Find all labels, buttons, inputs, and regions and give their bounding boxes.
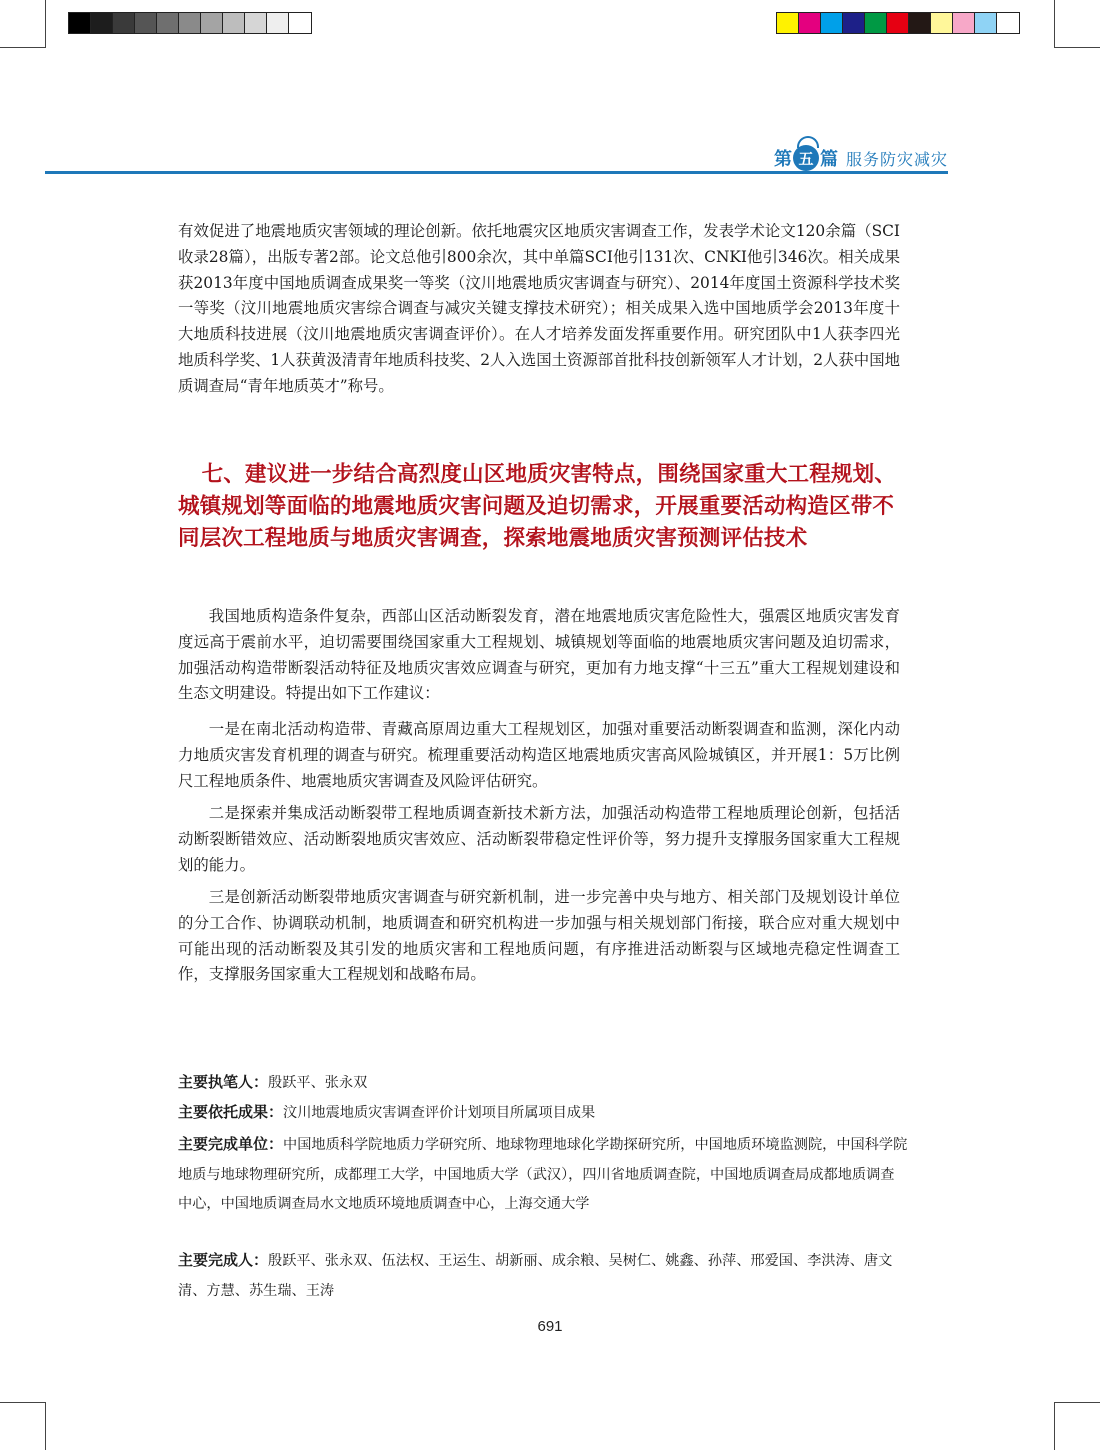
gray-swatch [135, 13, 157, 33]
color-swatch [931, 13, 953, 33]
crop-mark-top-left-v [45, 0, 46, 48]
part-suffix: 篇 [819, 149, 838, 170]
crop-mark-bottom-left-h [0, 1402, 46, 1403]
intro-paragraph: 有效促进了地震地质灾害领域的理论创新。依托地震灾区地质灾害调查工作，发表学术论文120余篇（SCI收录28篇），出版专著2部。论文总他引800余次，其中单篇SCI他引131次、CNKI他引346次。相关成果获2013年度中国地质调查成果奖一等奖（汶川地震地质灾害调查与研究）、2014年度国土资源科学技术奖一等奖（汶川地震地质灾害综合调查与减灾关键支撑技术研究）；相关成果入选中国地质学会2013年度十大地质科技进展（汶川地震地质灾害调查评价）。在人才培养发面发挥重要作用。研究团队中1人获李四光地质科学奖、1人获黄汲清青年地质科技奖、2人入选国土资源部首批科技创新领军人才计划，2人获中国地质调查局“青年地质英才”称号。 [178, 222, 900, 395]
gray-calibration-bar [68, 12, 312, 34]
crop-mark-top-left-h [0, 47, 46, 48]
color-swatch [997, 13, 1019, 33]
color-calibration-bar [776, 12, 1020, 34]
crop-mark-top-right-h [1054, 47, 1100, 48]
color-swatch [799, 13, 821, 33]
crop-mark-bottom-right-v [1054, 1402, 1055, 1450]
part-number-badge: 五 [793, 145, 819, 171]
credit-units-label: 主要完成单位： [178, 1135, 284, 1153]
gray-swatch [245, 13, 267, 33]
crop-mark-bottom-right-h [1054, 1402, 1100, 1403]
color-swatch [821, 13, 843, 33]
header-rule [45, 171, 948, 174]
credit-units [178, 1130, 908, 1220]
body-paragraph: 我国地质构造条件复杂，西部山区活动断裂发育，潜在地震地质灾害危险性大，强震区地质灾害发育度远高于震前水平，迫切需要围绕国家重大工程规划、城镇规划等面临的地震地质灾害问题及迫切需求，加强活动构造带断裂活动特征及地质灾害效应调查与研究，更加有力地支撑“十三五”重大工程规划建设和生态文明建设。特提出如下工作建议： [178, 607, 900, 703]
gray-swatch [179, 13, 201, 33]
credit-people-label: 主要完成人： [178, 1251, 269, 1269]
credit-people [178, 1246, 908, 1306]
gray-swatch [223, 13, 245, 33]
running-header [774, 143, 948, 173]
part-title: 服务防灾减灾 [845, 149, 948, 169]
gray-swatch [91, 13, 113, 33]
gray-swatch [267, 13, 289, 33]
body-paragraph: 一是在南北活动构造带、青藏高原周边重大工程规划区，加强对重要活动断裂调查和监测，深化内动力地质灾害发育机理的调查与研究。梳理重要活动构造区地震地质灾害高风险城镇区，并开展1：5万比例尺工程地质条件、地震地质灾害调查及风险评估研究。 [178, 720, 900, 790]
credit-units-value: 中国地质科学院地质力学研究所、地球物理地球化学勘探研究所，中国地质环境监测院，中国科学院地质与地球物理研究所，成都理工大学，中国地质大学（武汉），四川省地质调查院，中国地质调查局成都地质调查中心，中国地质调查局水文地质环境地质调查中心，上海交通大学 [178, 1137, 908, 1212]
credit-basis-value: 汶川地震地质灾害调查评价计划项目所属项目成果 [283, 1105, 596, 1121]
gray-swatch [157, 13, 179, 33]
credit-basis [178, 1098, 908, 1129]
color-swatch [777, 13, 799, 33]
credit-people-value: 殷跃平、张永双、伍法权、王运生、胡新丽、成余粮、吴树仁、姚鑫、孙萍、邢爱国、李洪涛、唐文清、方慧、苏生瑞、王涛 [178, 1253, 893, 1299]
color-swatch [843, 13, 865, 33]
color-swatch [953, 13, 975, 33]
body-paragraph: 三是创新活动断裂带地质灾害调查与研究新机制，进一步完善中央与地方、相关部门及规划设计单位的分工合作、协调联动机制，地质调查和研究机构进一步加强与相关规划部门衔接，联合应对重大规划中可能出现的活动断裂及其引发的地质灾害和工程地质问题，有序推进活动断裂与区域地壳稳定性调查工作，支撑服务国家重大工程规划和战略布局。 [178, 888, 900, 984]
gray-swatch [201, 13, 223, 33]
section-heading: 七、建议进一步结合高烈度山区地质灾害特点，围绕国家重大工程规划、城镇规划等面临的地震地质灾害问题及迫切需求，开展重要活动构造区带不同层次工程地质与地质灾害调查，探索地震地质灾害预测评估技术 [178, 462, 897, 551]
color-swatch [865, 13, 887, 33]
crop-mark-bottom-left-v [45, 1402, 46, 1450]
gray-swatch [289, 13, 311, 33]
credit-basis-label: 主要依托成果： [178, 1103, 284, 1121]
credit-authors [178, 1068, 908, 1099]
page-number: 691 [537, 1318, 563, 1335]
color-swatch [975, 13, 997, 33]
gray-swatch [69, 13, 91, 33]
credit-authors-value: 殷跃平、张永双 [268, 1075, 368, 1091]
color-swatch [887, 13, 909, 33]
color-swatch [909, 13, 931, 33]
body-paragraph: 二是探索并集成活动断裂带工程地质调查新技术新方法，加强活动构造带工程地质理论创新，包括活动断裂断错效应、活动断裂地质灾害效应、活动断裂带稳定性评价等，努力提升支撑服务国家重大工程规划的能力。 [178, 804, 900, 874]
part-prefix: 第 [773, 149, 792, 170]
crop-mark-top-right-v [1054, 0, 1055, 48]
credit-authors-label: 主要执笔人： [178, 1073, 269, 1091]
gray-swatch [113, 13, 135, 33]
